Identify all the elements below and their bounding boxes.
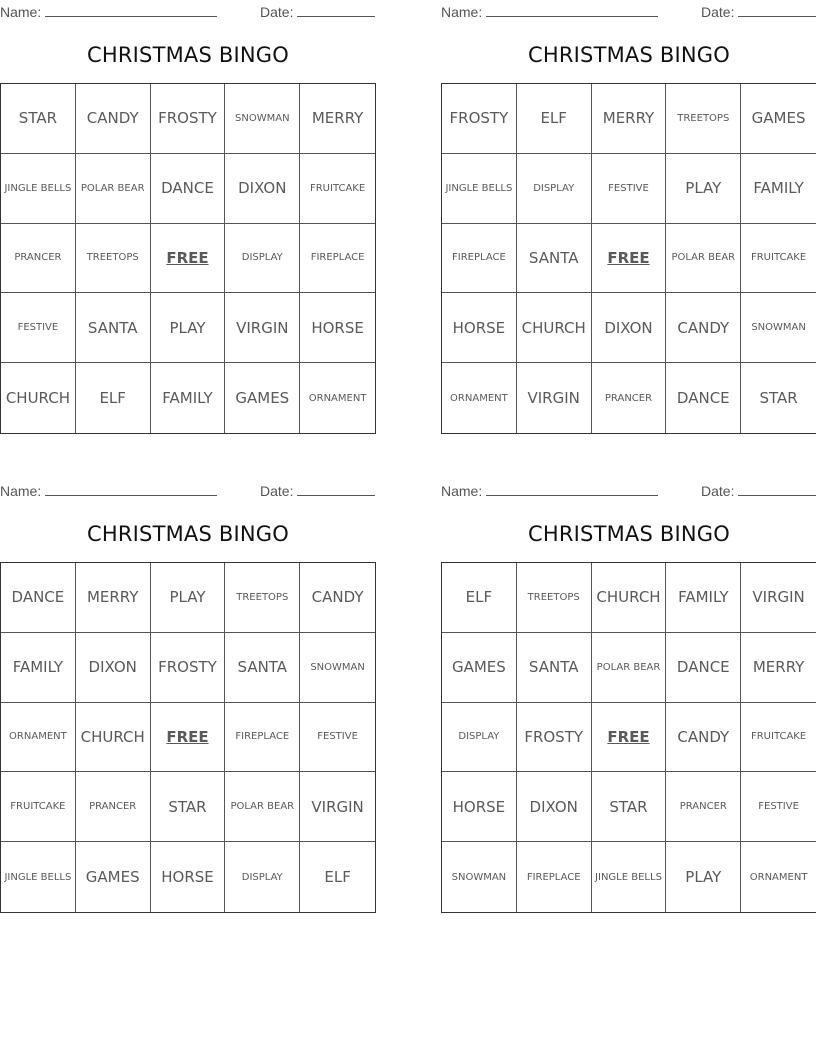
- bingo-cell: FRUITCAKE: [741, 703, 816, 773]
- bingo-cell: POLAR BEAR: [666, 224, 741, 294]
- bingo-cell: FESTIVE: [1, 293, 76, 363]
- bingo-cell: TREETOPS: [517, 563, 592, 633]
- name-label: Name:: [0, 483, 42, 499]
- free-space-cell: FREE: [151, 224, 226, 294]
- bingo-cell: DANCE: [151, 154, 226, 224]
- date-label: Date:: [701, 483, 735, 499]
- bingo-cell: FROSTY: [151, 84, 226, 154]
- bingo-cell: DIXON: [225, 154, 300, 224]
- bingo-cell: DANCE: [666, 633, 741, 703]
- name-field: [0, 481, 217, 499]
- free-space-cell: FREE: [592, 224, 667, 294]
- bingo-cell: PRANCER: [592, 363, 667, 433]
- name-blank-line: [486, 2, 658, 17]
- bingo-cell: GAMES: [76, 842, 151, 912]
- bingo-cell: MERRY: [592, 84, 667, 154]
- bingo-cell: DANCE: [1, 563, 76, 633]
- card-title: CHRISTMAS BINGO: [87, 43, 289, 67]
- bingo-cell: PLAY: [151, 563, 226, 633]
- bingo-grid: [441, 562, 816, 913]
- date-label: Date:: [260, 483, 294, 499]
- bingo-cell: GAMES: [442, 633, 517, 703]
- date-blank-line: [738, 481, 816, 496]
- bingo-cell: FAMILY: [1, 633, 76, 703]
- bingo-cell: GAMES: [225, 363, 300, 433]
- bingo-cell: ELF: [76, 363, 151, 433]
- bingo-cell: HORSE: [442, 772, 517, 842]
- bingo-cell: DISPLAY: [442, 703, 517, 773]
- bingo-cell: FRUITCAKE: [1, 772, 76, 842]
- bingo-cell: STAR: [759, 389, 798, 408]
- bingo-card-1: [0, 0, 376, 440]
- bingo-cell: JINGLE BELLS: [1, 154, 76, 224]
- bingo-cell: FAMILY: [666, 563, 741, 633]
- bingo-cell: FIREPLACE: [517, 842, 592, 912]
- bingo-cell: FROSTY: [517, 703, 592, 773]
- bingo-cell: SANTA: [225, 633, 300, 703]
- date-blank-line: [297, 481, 375, 496]
- bingo-cell: HORSE: [151, 842, 226, 912]
- bingo-grid: [0, 562, 376, 913]
- bingo-cell: FRUITCAKE: [741, 224, 816, 294]
- name-blank-line: [486, 481, 658, 496]
- bingo-cell: CANDY: [666, 293, 741, 363]
- bingo-cell: ORNAMENT: [442, 363, 517, 433]
- bingo-cell: SNOWMAN: [741, 293, 816, 363]
- free-space-cell: FREE: [151, 703, 226, 773]
- bingo-card-4: [441, 479, 816, 919]
- bingo-cell: FRUITCAKE: [300, 154, 375, 224]
- bingo-cell: JINGLE BELLS: [442, 154, 517, 224]
- card-title: CHRISTMAS BINGO: [87, 522, 289, 546]
- bingo-cell: TREETOPS: [225, 563, 300, 633]
- bingo-cell: FAMILY: [741, 154, 816, 224]
- date-label: Date:: [701, 4, 735, 20]
- name-label: Name:: [0, 4, 42, 20]
- card-title: CHRISTMAS BINGO: [528, 43, 730, 67]
- card-header: [0, 2, 376, 20]
- bingo-cell: DIXON: [592, 293, 667, 363]
- bingo-cell: POLAR BEAR: [225, 772, 300, 842]
- bingo-cell: ORNAMENT: [308, 392, 367, 404]
- bingo-cell: PLAY: [151, 293, 226, 363]
- bingo-cell: CHURCH: [592, 563, 667, 633]
- bingo-cell: SANTA: [517, 633, 592, 703]
- name-blank-line: [45, 2, 217, 17]
- name-field: [0, 2, 217, 20]
- date-field: [701, 2, 816, 20]
- bingo-cell: PLAY: [666, 154, 741, 224]
- bingo-cell: CHURCH: [517, 293, 592, 363]
- bingo-cell: GAMES: [741, 84, 816, 154]
- bingo-cell: FESTIVE: [592, 154, 667, 224]
- date-field: [260, 481, 375, 499]
- bingo-cell: ORNAMENT: [749, 871, 808, 883]
- name-field: [441, 481, 658, 499]
- bingo-cell: VIRGIN: [517, 363, 592, 433]
- bingo-cell: DISPLAY: [225, 224, 300, 294]
- card-header: [441, 2, 816, 20]
- bingo-cell: CHURCH: [76, 703, 151, 773]
- bingo-grid: [0, 83, 376, 434]
- bingo-cell: DIXON: [76, 633, 151, 703]
- bingo-cell: SANTA: [76, 293, 151, 363]
- bingo-cell: MERRY: [300, 84, 375, 154]
- bingo-cell: STAR: [151, 772, 226, 842]
- bingo-cell: TREETOPS: [666, 84, 741, 154]
- bingo-cell: FROSTY: [442, 84, 517, 154]
- card-header: [0, 481, 376, 499]
- bingo-cell: VIRGIN: [300, 772, 375, 842]
- bingo-cell: JINGLE BELLS: [592, 842, 667, 912]
- bingo-cell: DISPLAY: [517, 154, 592, 224]
- bingo-cell: STAR: [592, 772, 667, 842]
- bingo-cell: SANTA: [517, 224, 592, 294]
- bingo-card-3: [0, 479, 376, 919]
- bingo-cell: VIRGIN: [741, 563, 816, 633]
- bingo-cell: SNOWMAN: [442, 842, 517, 912]
- bingo-cell: CANDY: [300, 563, 375, 633]
- name-label: Name:: [441, 483, 483, 499]
- bingo-cell: CANDY: [666, 703, 741, 773]
- date-blank-line: [297, 2, 375, 17]
- bingo-cell: ELF: [324, 868, 351, 887]
- bingo-cell: PRANCER: [666, 772, 741, 842]
- bingo-cell: SNOWMAN: [225, 84, 300, 154]
- bingo-cell: FESTIVE: [300, 703, 375, 773]
- date-blank-line: [738, 2, 816, 17]
- name-field: [441, 2, 658, 20]
- bingo-cell: JINGLE BELLS: [1, 842, 76, 912]
- bingo-grid: [441, 83, 816, 434]
- bingo-cell: DISPLAY: [225, 842, 300, 912]
- bingo-cell: FROSTY: [151, 633, 226, 703]
- bingo-cell: POLAR BEAR: [592, 633, 667, 703]
- bingo-cell: MERRY: [76, 563, 151, 633]
- free-space-cell: FREE: [592, 703, 667, 773]
- bingo-cell: FIREPLACE: [300, 224, 375, 294]
- bingo-cell: ORNAMENT: [1, 703, 76, 773]
- bingo-cell: ELF: [517, 84, 592, 154]
- bingo-card-2: [441, 0, 816, 440]
- bingo-cell: PLAY: [666, 842, 741, 912]
- name-blank-line: [45, 481, 217, 496]
- bingo-cell: ELF: [442, 563, 517, 633]
- name-label: Name:: [441, 4, 483, 20]
- bingo-cell: DANCE: [666, 363, 741, 433]
- bingo-cell: STAR: [1, 84, 76, 154]
- date-field: [701, 481, 816, 499]
- bingo-cell: FIREPLACE: [225, 703, 300, 773]
- bingo-cell: FESTIVE: [741, 772, 816, 842]
- bingo-cell: CHURCH: [1, 363, 76, 433]
- bingo-cell: SNOWMAN: [300, 633, 375, 703]
- bingo-cell: VIRGIN: [225, 293, 300, 363]
- bingo-cell: PRANCER: [1, 224, 76, 294]
- card-header: [441, 481, 816, 499]
- bingo-cell: FIREPLACE: [442, 224, 517, 294]
- date-label: Date:: [260, 4, 294, 20]
- bingo-cell: MERRY: [741, 633, 816, 703]
- bingo-cell: HORSE: [300, 293, 375, 363]
- bingo-cell: POLAR BEAR: [76, 154, 151, 224]
- bingo-cell: FAMILY: [151, 363, 226, 433]
- bingo-cell: HORSE: [442, 293, 517, 363]
- bingo-cell: CANDY: [76, 84, 151, 154]
- bingo-cell: DIXON: [517, 772, 592, 842]
- card-title: CHRISTMAS BINGO: [528, 522, 730, 546]
- date-field: [260, 2, 375, 20]
- bingo-cell: TREETOPS: [76, 224, 151, 294]
- bingo-cell: PRANCER: [76, 772, 151, 842]
